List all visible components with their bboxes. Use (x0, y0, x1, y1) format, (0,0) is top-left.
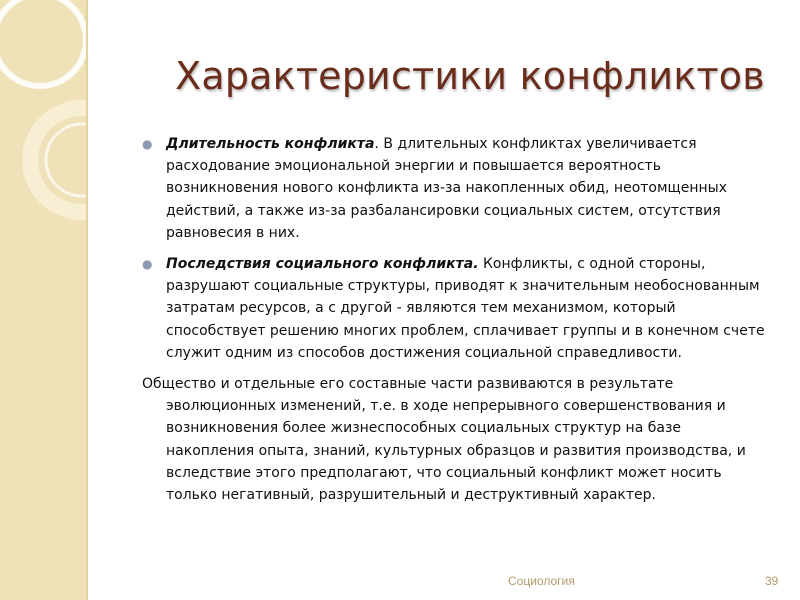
bullet-dot-icon: ● (142, 257, 153, 272)
slide-title: Характеристики конфликтов (175, 54, 765, 98)
bullet-text: Конфликты, с одной стороны, разрушают социальные структуры, приводят к значительным необоснованным затратам ресурсов, а с другой - являются тем механизмом, который способствует решению многих проблем, сплачивает группы и в конечном счете служит одним из способов достижения социальной справедливости. (166, 256, 765, 361)
summary-paragraph: Общество и отдельные его составные части развиваются в результате эволюционных изменений, т.е. в ходе непрерывного совершенствования и возникновения более жизнеспособных социальных структур на базе накопления опыта, знаний, культурных образцов и развития производства, и вследствие этого предполагают, что социальный конфликт может носить только негативный, разрушительный и деструктивный характер. (142, 376, 746, 504)
footer-subject: Социология (508, 574, 575, 588)
decorative-side-band (0, 0, 88, 600)
bullet-item-duration (142, 133, 772, 244)
decorative-circles-icon (0, 0, 88, 240)
band-edge (86, 0, 88, 600)
bullet-text: . В длительных конфликтах увеличивается расходование эмоциональной энергии и повышается вероятность возникновения нового конфликта из-за накопленных обид, неотомщенных действий, а также из-за разбалансировки социальных систем, отсутствия равновесия в них. (166, 136, 727, 241)
bullet-item-consequences (142, 253, 772, 364)
bullet-lead: Длительность конфликта (166, 136, 375, 152)
bullet-dot-icon: ● (142, 137, 153, 151)
footer-page-number: 39 (765, 574, 779, 588)
slide-content (142, 133, 772, 515)
bullet-lead: Последствия социального конфликта. (166, 256, 479, 273)
